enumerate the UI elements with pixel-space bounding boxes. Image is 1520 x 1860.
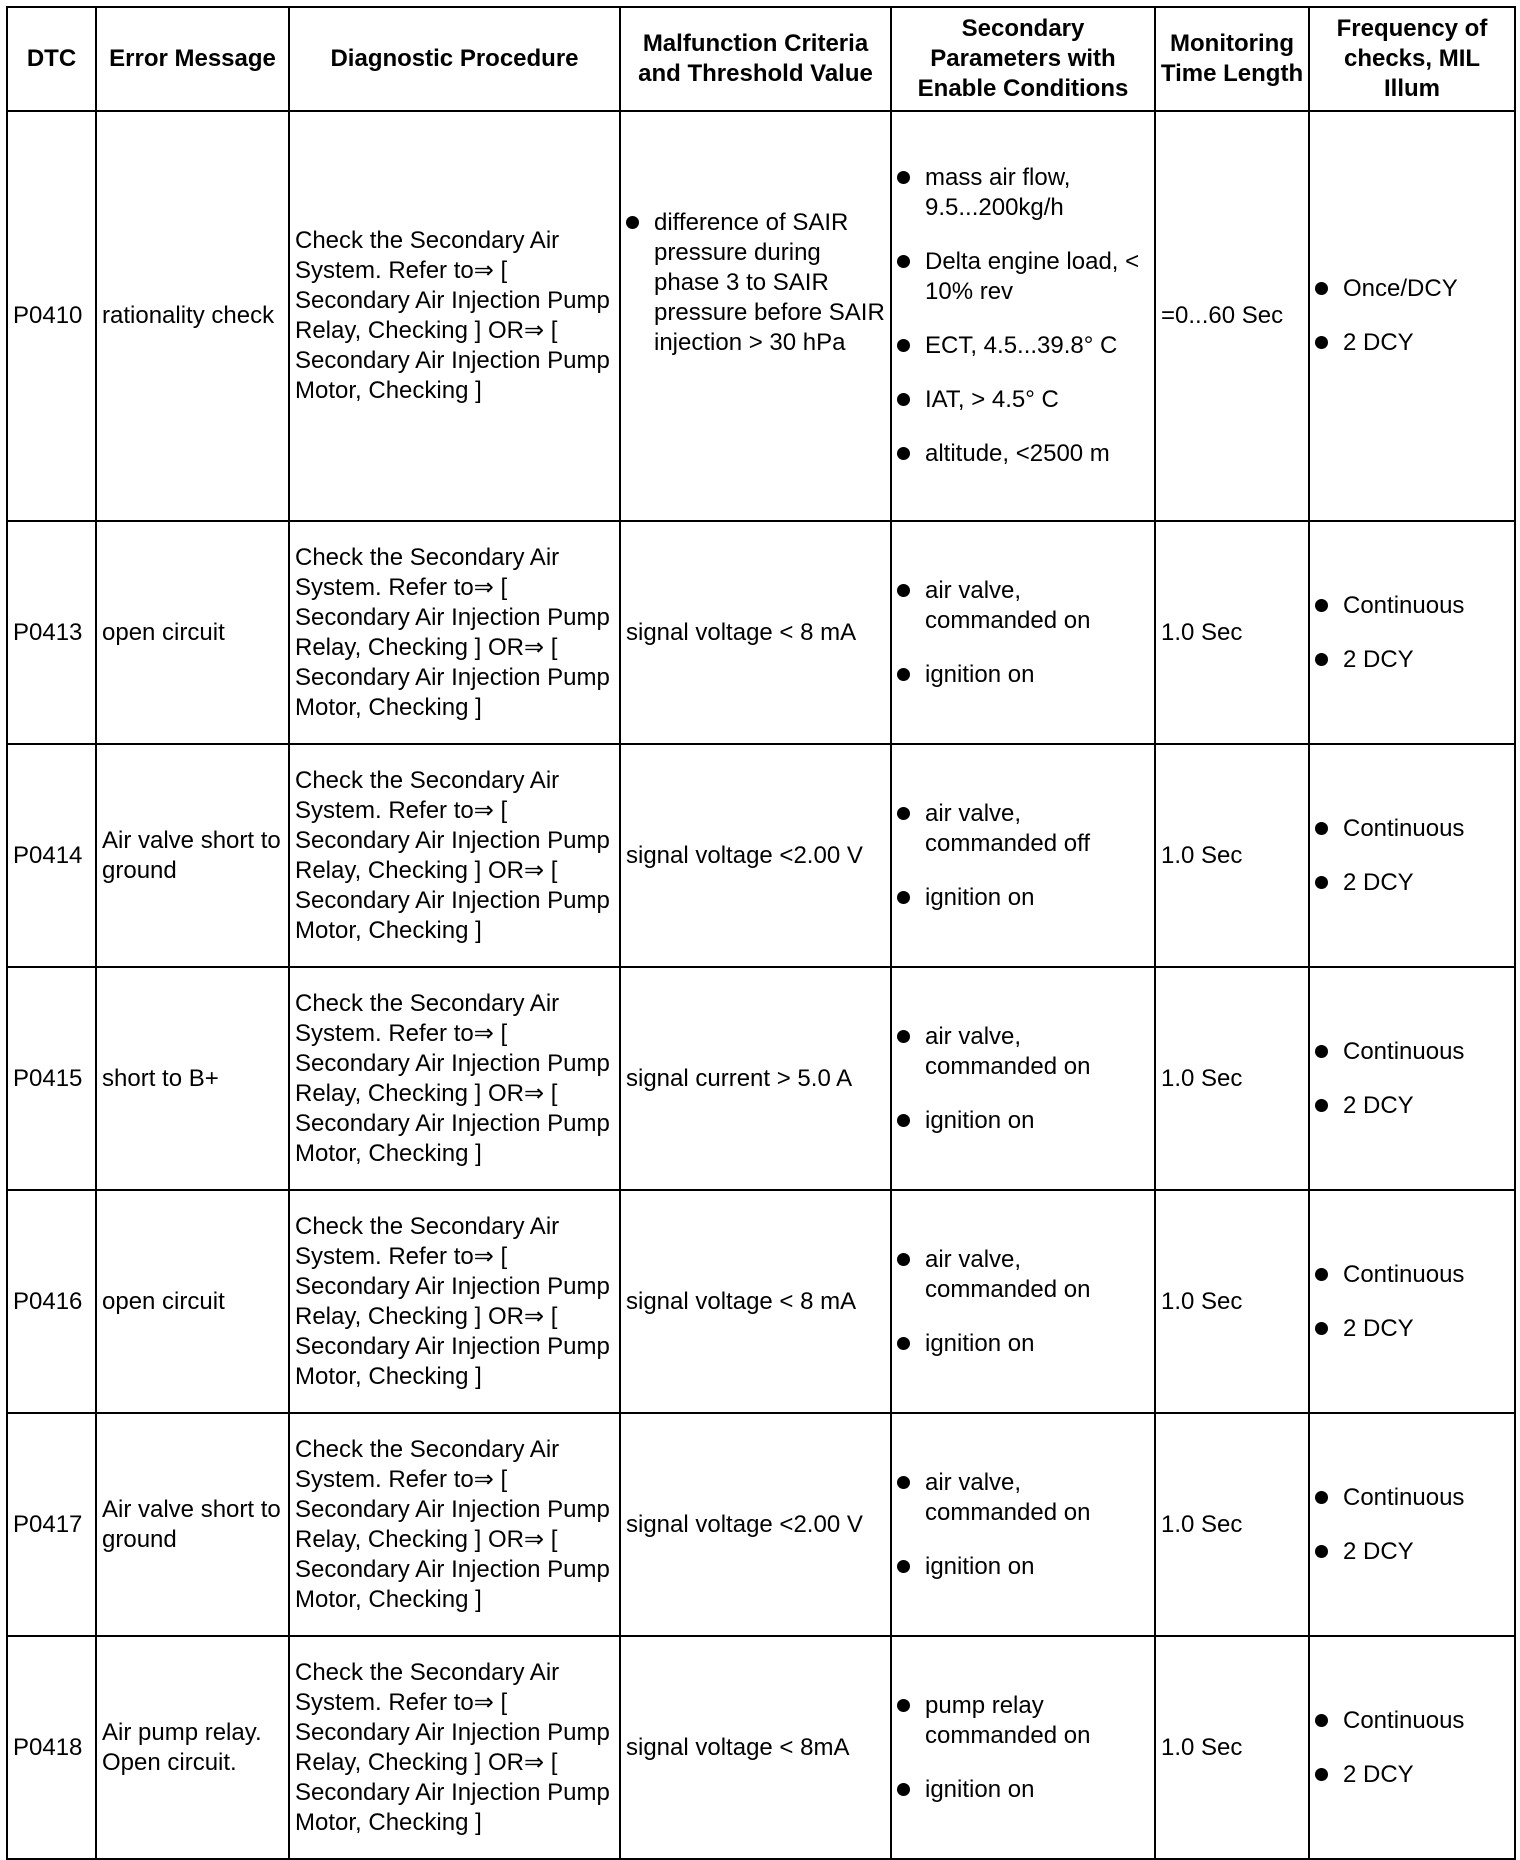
malfunction-criteria: signal voltage <2.00 V xyxy=(620,1413,891,1636)
diagnostic-procedure: Check the Secondary Air System. Refer to⇒ [ Secondary Air Injection Pump Relay, Checking ] OR⇒ [ Secondary Air Injection Pump Motor, Checking ] xyxy=(289,1190,620,1413)
secondary-parameter-item: air valve, commanded on xyxy=(897,1245,1149,1305)
header-monitoring-time: Monitoring Time Length xyxy=(1155,7,1309,111)
frequency-item: 2 DCY xyxy=(1315,868,1509,898)
frequency-item: 2 DCY xyxy=(1315,1760,1509,1790)
secondary-parameter-item: air valve, commanded on xyxy=(897,1468,1149,1528)
diagnostic-procedure: Check the Secondary Air System. Refer to⇒ [ Secondary Air Injection Pump Relay, Checking ] OR⇒ [ Secondary Air Injection Pump Motor, Checking ] xyxy=(289,1413,620,1636)
error-message: Air valve short to ground xyxy=(96,744,289,967)
diagnostic-procedure: Check the Secondary Air System. Refer to⇒ [ Secondary Air Injection Pump Relay, Checking ] OR⇒ [ Secondary Air Injection Pump Motor, Checking ] xyxy=(289,521,620,744)
frequency-item: Once/DCY xyxy=(1315,274,1509,304)
malfunction-criteria: signal voltage < 8mA xyxy=(620,1636,891,1859)
check-frequency xyxy=(1309,1636,1515,1859)
table-header xyxy=(7,7,1515,111)
secondary-parameter-item: air valve, commanded on xyxy=(897,1022,1149,1082)
dtc-code: P0418 xyxy=(7,1636,96,1859)
secondary-parameter-item: IAT, > 4.5° C xyxy=(897,385,1149,415)
error-message: short to B+ xyxy=(96,967,289,1190)
malfunction-criteria: signal voltage < 8 mA xyxy=(620,1190,891,1413)
table-row xyxy=(7,744,1515,967)
dtc-code: P0417 xyxy=(7,1413,96,1636)
secondary-parameter-item: ignition on xyxy=(897,1775,1149,1805)
secondary-parameter-item: ignition on xyxy=(897,1329,1149,1359)
dtc-code: P0414 xyxy=(7,744,96,967)
secondary-parameters xyxy=(891,1190,1155,1413)
monitoring-time: 1.0 Sec xyxy=(1155,521,1309,744)
secondary-parameter-item: ignition on xyxy=(897,883,1149,913)
table-row xyxy=(7,1636,1515,1859)
frequency-item: 2 DCY xyxy=(1315,645,1509,675)
secondary-parameter-item: mass air flow, 9.5...200kg/h xyxy=(897,163,1149,223)
monitoring-time: 1.0 Sec xyxy=(1155,1636,1309,1859)
check-frequency xyxy=(1309,1190,1515,1413)
frequency-item: Continuous xyxy=(1315,1483,1509,1513)
table-row xyxy=(7,521,1515,744)
table-row xyxy=(7,111,1515,521)
header-error-message: Error Message xyxy=(96,7,289,111)
secondary-parameter-item: ignition on xyxy=(897,1106,1149,1136)
frequency-item: Continuous xyxy=(1315,591,1509,621)
check-frequency xyxy=(1309,967,1515,1190)
check-frequency xyxy=(1309,1413,1515,1636)
frequency-item: 2 DCY xyxy=(1315,1314,1509,1344)
check-frequency xyxy=(1309,744,1515,967)
secondary-parameters xyxy=(891,1413,1155,1636)
diagnostic-procedure: Check the Secondary Air System. Refer to⇒ [ Secondary Air Injection Pump Relay, Checking ] OR⇒ [ Secondary Air Injection Pump Motor, Checking ] xyxy=(289,1636,620,1859)
table-row xyxy=(7,1413,1515,1636)
secondary-parameters xyxy=(891,111,1155,521)
monitoring-time: 1.0 Sec xyxy=(1155,1413,1309,1636)
dtc-table xyxy=(6,6,1516,1860)
malfunction-criteria: signal voltage < 8 mA xyxy=(620,521,891,744)
frequency-item: Continuous xyxy=(1315,1260,1509,1290)
secondary-parameters xyxy=(891,521,1155,744)
frequency-item: 2 DCY xyxy=(1315,1091,1509,1121)
dtc-code: P0416 xyxy=(7,1190,96,1413)
error-message: Air pump relay. Open circuit. xyxy=(96,1636,289,1859)
error-message: Air valve short to ground xyxy=(96,1413,289,1636)
frequency-item: 2 DCY xyxy=(1315,328,1509,358)
malfunction-criteria: signal voltage <2.00 V xyxy=(620,744,891,967)
secondary-parameter-item: ignition on xyxy=(897,1552,1149,1582)
malfunction-criteria xyxy=(620,111,891,521)
secondary-parameter-item: air valve, commanded off xyxy=(897,799,1149,859)
error-message: open circuit xyxy=(96,1190,289,1413)
check-frequency xyxy=(1309,111,1515,521)
frequency-item: Continuous xyxy=(1315,814,1509,844)
monitoring-time: 1.0 Sec xyxy=(1155,967,1309,1190)
check-frequency xyxy=(1309,521,1515,744)
malfunction-criteria: signal current > 5.0 A xyxy=(620,967,891,1190)
diagnostic-procedure: Check the Secondary Air System. Refer to⇒ [ Secondary Air Injection Pump Relay, Checking ] OR⇒ [ Secondary Air Injection Pump Motor, Checking ] xyxy=(289,967,620,1190)
header-malfunction-criteria: Malfunction Criteria and Threshold Value xyxy=(620,7,891,111)
secondary-parameters xyxy=(891,967,1155,1190)
error-message: rationality check xyxy=(96,111,289,521)
monitoring-time: 1.0 Sec xyxy=(1155,744,1309,967)
secondary-parameters xyxy=(891,1636,1155,1859)
header-dtc: DTC xyxy=(7,7,96,111)
secondary-parameter-item: ignition on xyxy=(897,660,1149,690)
malfunction-item: difference of SAIR pressure during phase 3 to SAIR pressure before SAIR injection > 30 hPa xyxy=(626,208,885,358)
frequency-item: Continuous xyxy=(1315,1706,1509,1736)
secondary-parameter-item: pump relay commanded on xyxy=(897,1691,1149,1751)
diagnostic-procedure: Check the Secondary Air System. Refer to⇒ [ Secondary Air Injection Pump Relay, Checking ] OR⇒ [ Secondary Air Injection Pump Motor, Checking ] xyxy=(289,744,620,967)
header-diagnostic-procedure: Diagnostic Procedure xyxy=(289,7,620,111)
secondary-parameter-item: air valve, commanded on xyxy=(897,576,1149,636)
frequency-item: Continuous xyxy=(1315,1037,1509,1067)
header-frequency: Frequency of checks, MIL Illum xyxy=(1309,7,1515,111)
dtc-code: P0413 xyxy=(7,521,96,744)
header-secondary-parameters: Secondary Parameters with Enable Conditions xyxy=(891,7,1155,111)
table-row xyxy=(7,1190,1515,1413)
monitoring-time: =0...60 Sec xyxy=(1155,111,1309,521)
secondary-parameter-item: ECT, 4.5...39.8° C xyxy=(897,331,1149,361)
frequency-item: 2 DCY xyxy=(1315,1537,1509,1567)
error-message: open circuit xyxy=(96,521,289,744)
monitoring-time: 1.0 Sec xyxy=(1155,1190,1309,1413)
dtc-code: P0410 xyxy=(7,111,96,521)
secondary-parameter-item: altitude, <2500 m xyxy=(897,439,1149,469)
table-row xyxy=(7,967,1515,1190)
secondary-parameter-item: Delta engine load, < 10% rev xyxy=(897,247,1149,307)
diagnostic-procedure: Check the Secondary Air System. Refer to⇒ [ Secondary Air Injection Pump Relay, Checking ] OR⇒ [ Secondary Air Injection Pump Motor, Checking ] xyxy=(289,111,620,521)
secondary-parameters xyxy=(891,744,1155,967)
dtc-code: P0415 xyxy=(7,967,96,1190)
